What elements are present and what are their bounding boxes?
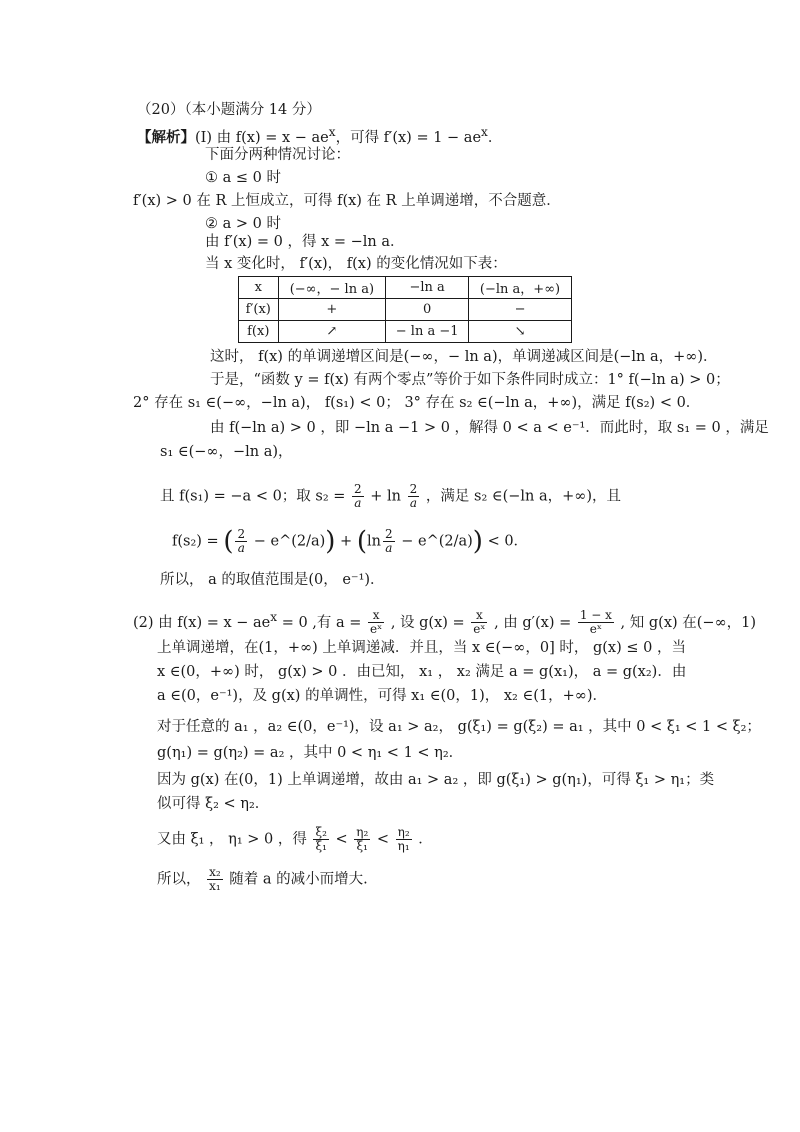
text: (2) 由 f(x) = x − ae	[133, 614, 271, 631]
table-cell: −ln a	[386, 277, 469, 299]
fraction	[396, 826, 412, 853]
table-cell: f′(x)	[239, 299, 279, 321]
sup: x	[328, 125, 336, 139]
denominator: a	[409, 496, 418, 510]
table-cell: ↘	[469, 321, 572, 343]
text: 又由 ξ₁ ， η₁ > 0 ，得	[157, 831, 307, 848]
exp-term: e^(2/a)	[417, 533, 473, 550]
text: ．	[487, 129, 503, 146]
fraction	[408, 483, 420, 510]
solution-line-15: 所以， a 的取值范围是(0， e⁻¹)．	[160, 572, 385, 588]
fraction	[471, 609, 487, 636]
sup: x	[270, 610, 278, 624]
text: f(s₂) =	[172, 533, 219, 550]
problem-header: （20）（本小题满分 14 分）	[137, 102, 321, 118]
case-1-heading: ① a ≤ 0 时	[205, 170, 281, 186]
text: 所以，	[157, 871, 201, 888]
fraction	[368, 609, 384, 636]
sup: x	[481, 125, 488, 139]
numerator: 2	[354, 482, 362, 496]
table-cell: (−∞，− ln a)	[278, 277, 386, 299]
table-row	[239, 277, 572, 299]
left-paren: (	[356, 526, 367, 557]
numerator: x	[471, 609, 487, 623]
numerator: 2	[409, 482, 418, 496]
numerator: x	[368, 609, 384, 623]
fraction	[578, 609, 614, 636]
part2-line-6: g(η₁) = g(η₂) = a₂ ，其中 0 < η₁ < 1 < η₂．	[157, 745, 464, 761]
numerator: 2	[384, 527, 393, 541]
solution-line-12: s₁ ∈(−∞，−ln a)，	[160, 444, 293, 460]
numerator: x₂	[209, 865, 221, 879]
table-row	[239, 299, 572, 321]
solution-line-11: 由 f(−ln a) > 0 ，即 −ln a −1 > 0 ，解得 0 < a < e⁻¹．而此时，取 s₁ = 0 ，满足	[210, 420, 769, 436]
table-cell: (−ln a，+∞)	[469, 277, 572, 299]
part2-line-9	[157, 826, 433, 853]
denominator: a	[354, 496, 362, 510]
solution-line-10: 2° 存在 s₁ ∈(−∞，−ln a)， f(s₁) < 0； 3° 存在 s₂ ∈(−ln a，+∞)，满足 f(s₂) < 0．	[133, 395, 701, 411]
numerator: 2	[237, 527, 246, 541]
case-2-heading: ② a > 0 时	[205, 216, 281, 232]
right-paren: )	[472, 526, 483, 557]
part2-line-1	[133, 607, 756, 636]
table-cell: ↗	[278, 321, 386, 343]
right-paren: )	[325, 526, 336, 557]
part2-line-4: a ∈(0，e⁻¹)，及 g(x) 的单调性，可得 x₁ ∈(0，1)， x₂ ∈(1，+∞)．	[157, 688, 607, 704]
table-row	[239, 321, 572, 343]
exp-term: e^(2/a)	[270, 533, 326, 550]
numerator: ξ₂	[315, 825, 327, 839]
analysis-tag: 【解析】	[137, 128, 195, 146]
solution-line-14: f(s₂) = ( $\frac{2}{a}$ − e^(2/a)) + (ln $\frac{2}{a}$ − e^(2/a)) < 0．	[172, 526, 529, 557]
text: , 设 g(x) =	[390, 614, 465, 631]
variation-table	[238, 276, 572, 343]
solution-line-13	[160, 483, 621, 510]
numerator: η₂	[397, 825, 410, 839]
denominator: ξ₁	[356, 839, 368, 853]
part2-line-5: 对于任意的 a₁ ，a₂ ∈(0，e⁻¹)，设 a₁ > a₂， g(ξ₁) = g(ξ₂) = a₁ ，其中 0 < ξ₁ < 1 < ξ₂；	[157, 719, 761, 735]
solution-line-4: f′(x) > 0 在 R 上恒成立，可得 f(x) 在 R 上单调递增，不合题意．	[133, 193, 561, 209]
part2-line-8: 似可得 ξ₂ < η₂．	[157, 796, 270, 812]
less-than: <	[335, 831, 348, 848]
text: , 知 g(x) 在(−∞，1)	[620, 614, 757, 631]
solution-line-2: 下面分两种情况讨论：	[205, 147, 350, 163]
table-cell: f(x)	[239, 321, 279, 343]
text: ．	[418, 831, 433, 848]
fraction	[383, 528, 395, 555]
text: + ln	[370, 488, 402, 505]
table-cell: − ln a −1	[386, 321, 469, 343]
text: = 0 ,有 a =	[281, 614, 362, 631]
denominator: x₁	[209, 879, 221, 893]
text: ，可得 f′(x) = 1 − ae	[335, 129, 482, 146]
solution-line-9: 于是，“函数 y = f(x) 有两个零点”等价于如下条件同时成立：1° f(−ln a) > 0；	[210, 372, 730, 388]
text: ，满足 s₂ ∈(−ln a，+∞)，且	[425, 488, 622, 505]
text: 随着 a 的减小而增大.	[229, 871, 368, 888]
fraction	[207, 866, 223, 893]
numerator: η₂	[356, 825, 369, 839]
fraction	[235, 528, 247, 555]
part2-line-3: x ∈(0，+∞) 时， g(x) > 0 ．由已知， x₁ ， x₂ 满足 a = g(x₁)， a = g(x₂)．由	[157, 664, 687, 680]
text: (I) 由 f(x) = x − ae	[195, 129, 329, 146]
denominator: eˣ	[370, 622, 383, 637]
part2-line-10	[157, 866, 368, 893]
solution-line-8: 这时， f(x) 的单调递增区间是(−∞，− ln a)，单调递减区间是(−ln a，+∞)．	[210, 349, 718, 365]
part2-line-7: 因为 g(x) 在(0，1) 上单调递增，故由 a₁ > a₂ ，即 g(ξ₁) > g(η₁)，可得 ξ₁ > η₁；类	[157, 772, 715, 788]
text: < 0．	[487, 533, 529, 550]
denominator: a	[385, 541, 393, 555]
table-cell: x	[239, 277, 279, 299]
table-cell: +	[278, 299, 386, 321]
text: 且 f(s₁) = −a < 0；取 s₂ =	[160, 488, 346, 505]
denominator: eˣ	[589, 622, 602, 637]
fraction	[352, 483, 364, 510]
solution-line-7: 当 x 变化时， f′(x)， f(x) 的变化情况如下表：	[205, 256, 507, 272]
table-cell: −	[469, 299, 572, 321]
less-than: <	[376, 831, 390, 848]
text: , 由 g′(x) =	[494, 614, 572, 631]
solution-line-1	[137, 122, 502, 148]
denominator: eˣ	[473, 622, 486, 637]
fraction	[354, 826, 370, 853]
part2-line-2: 上单调递增，在(1，+∞) 上单调递减．并且，当 x ∈(−∞，0] 时， g(x) ≤ 0 ，当	[157, 640, 686, 656]
denominator: a	[237, 541, 245, 555]
table-cell: 0	[386, 299, 469, 321]
denominator: ξ₁	[315, 839, 327, 853]
fraction	[313, 826, 328, 853]
numerator: 1 − x	[579, 608, 612, 623]
solution-line-6: 由 f′(x) = 0 ，得 x = −ln a．	[205, 234, 405, 250]
left-paren: (	[223, 526, 234, 557]
denominator: η₁	[397, 839, 410, 853]
